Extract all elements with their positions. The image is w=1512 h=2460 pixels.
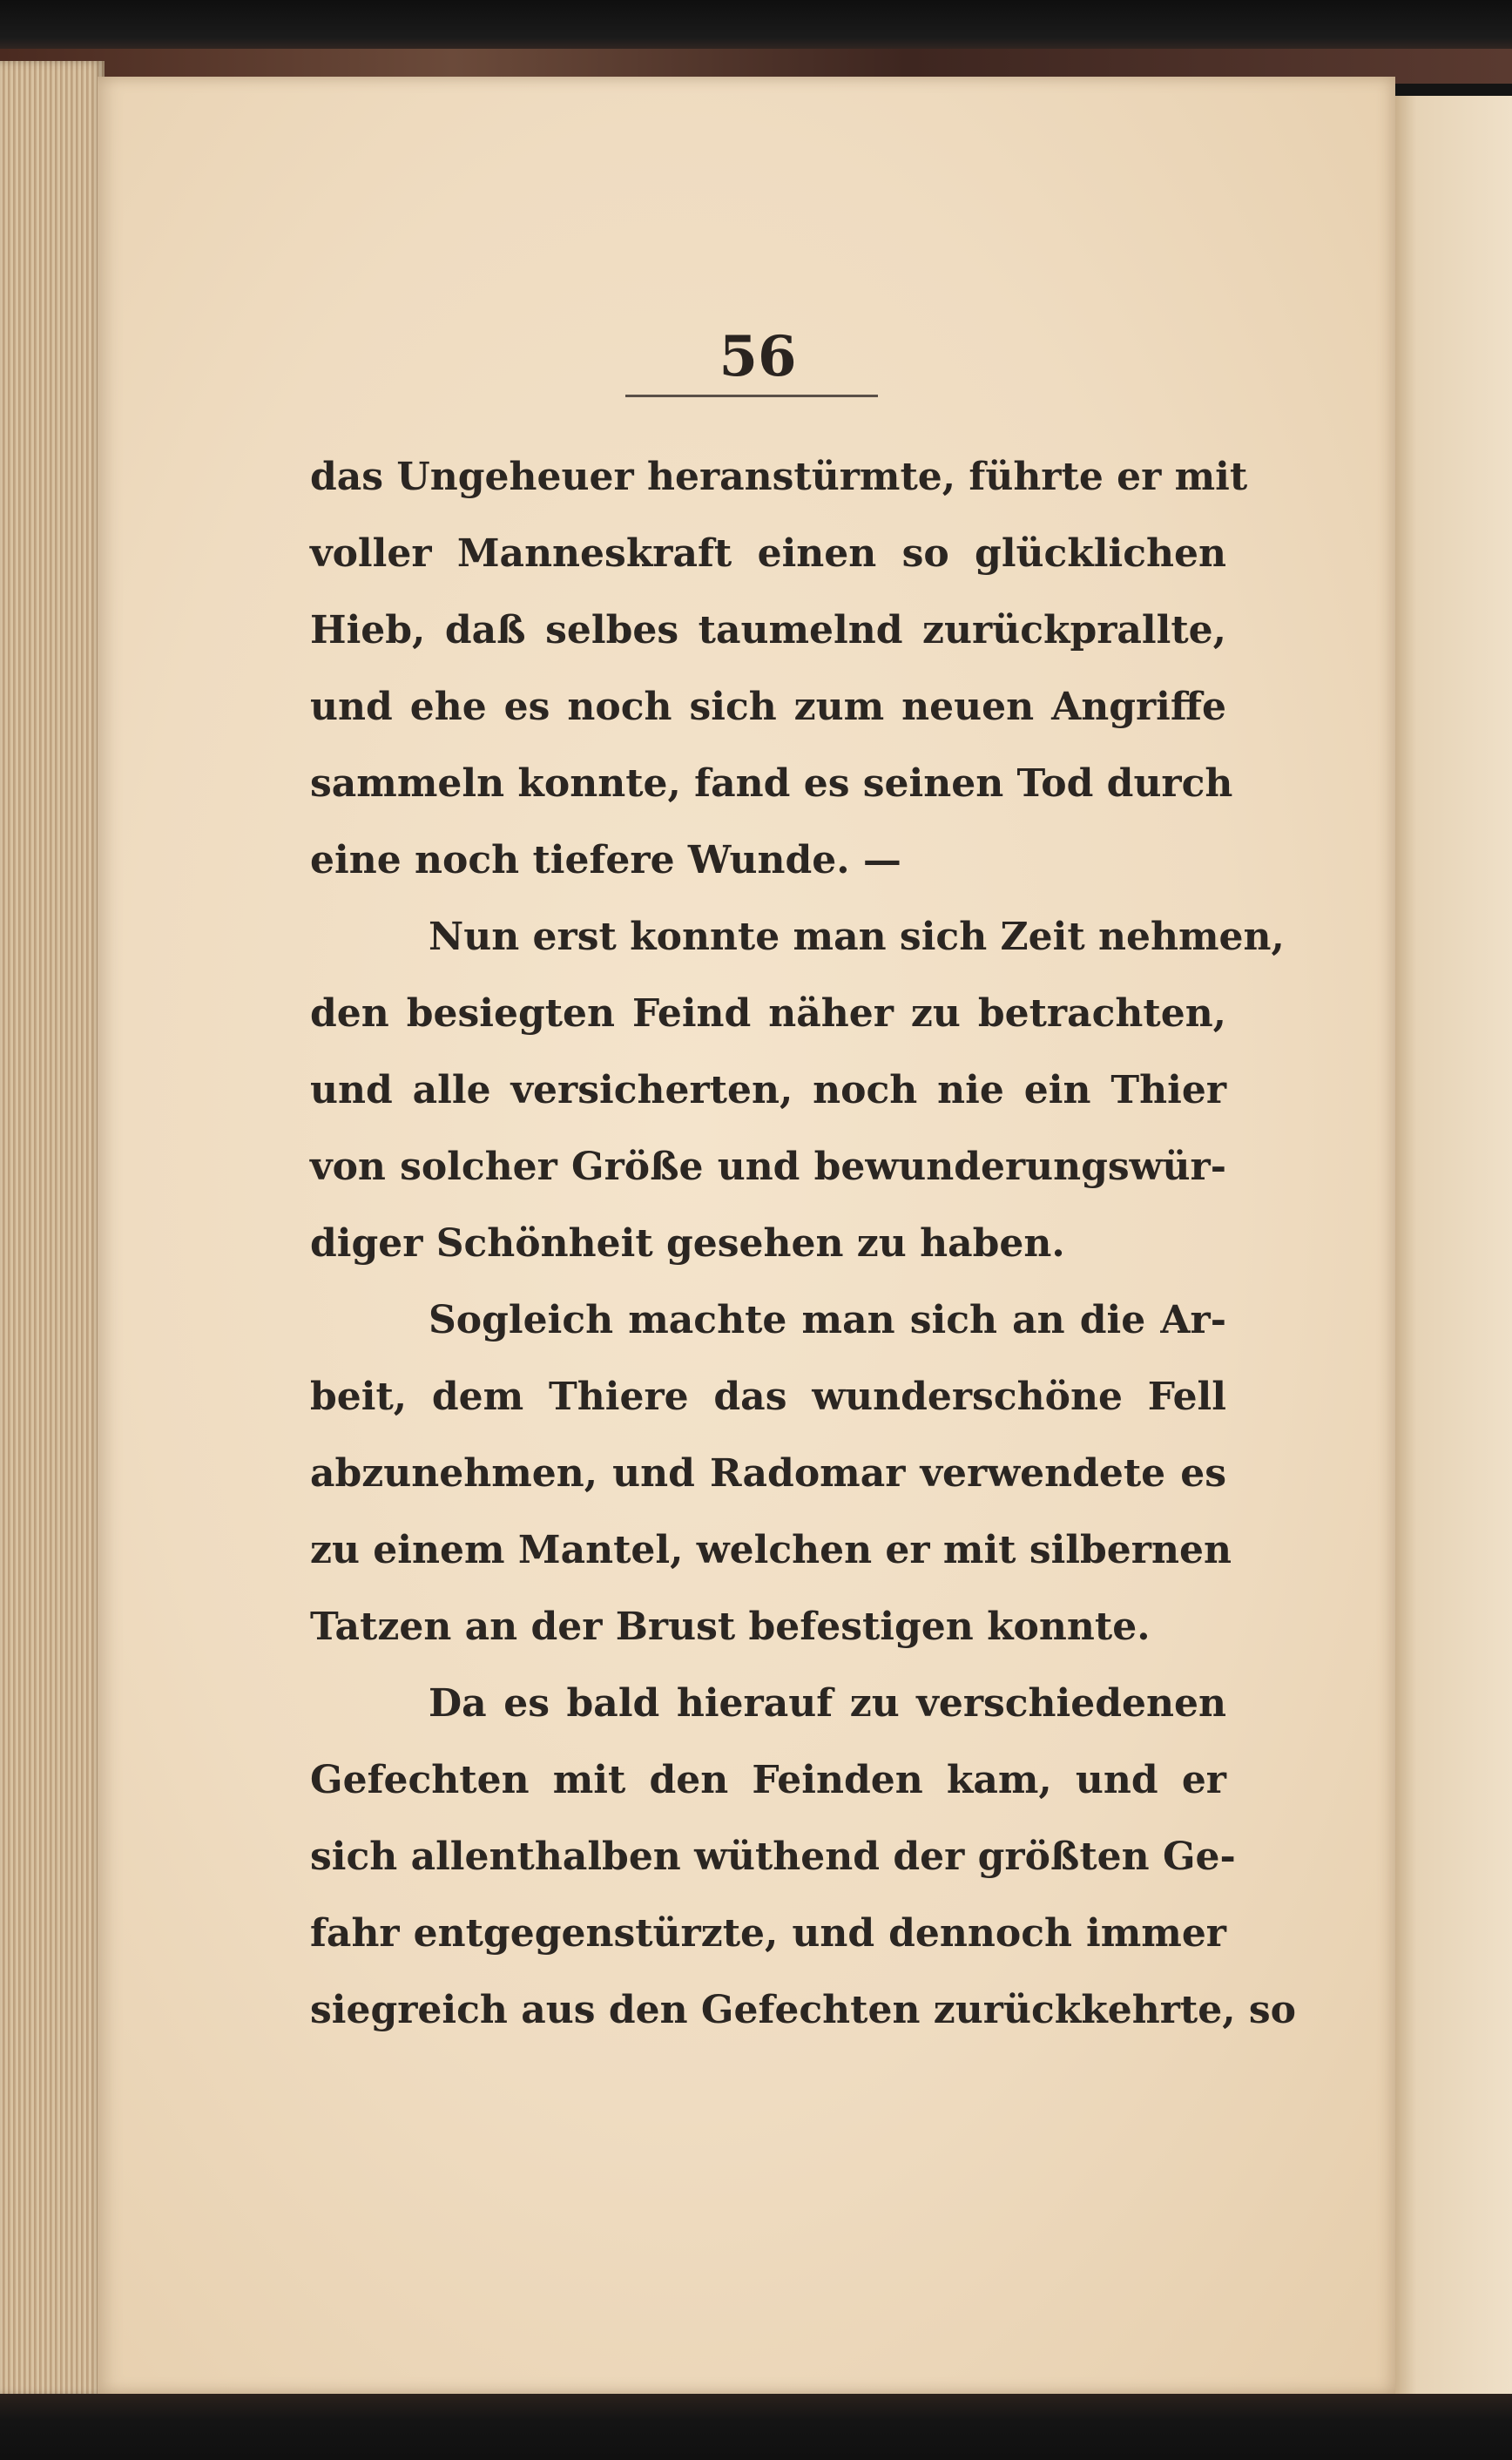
- right-page-edge: [1395, 96, 1512, 2396]
- text-line: Tatzen an der Brust befestigen konnte.: [310, 1605, 1151, 1649]
- text-line: und alle versicherten, noch nie ein Thier: [310, 1068, 1226, 1112]
- text-line: eine noch tiefere Wunde. —: [310, 838, 901, 882]
- page-number: 56: [719, 324, 797, 389]
- text-line: und ehe es noch sich zum neuen Angriffe: [310, 685, 1226, 729]
- text-line: sammeln konnte, fand es seinen Tod durch: [310, 761, 1233, 806]
- header-rule: [625, 395, 878, 397]
- paragraph-start: Da es bald hierauf zu verschiedenen: [429, 1681, 1226, 1726]
- text-line: abzunehmen, und Radomar verwendete es: [310, 1451, 1226, 1496]
- body-text: [310, 439, 1296, 2049]
- paragraph-start: Sogleich machte man sich an die Ar-: [429, 1298, 1226, 1342]
- text-line: fahr entgegenstürzte, und dennoch immer: [310, 1911, 1226, 1956]
- text-line: sich allenthalben wüthend der größten Ge-: [310, 1835, 1236, 1879]
- text-line: beit, dem Thiere das wunderschöne Fell: [310, 1375, 1226, 1419]
- paragraph-start: Nun erst konnte man sich Zeit nehmen,: [429, 915, 1285, 959]
- background-bottom: [0, 2394, 1512, 2460]
- text-line: Hieb, daß selbes taumelnd zurückprallte,: [310, 608, 1226, 652]
- background-top: [0, 0, 1512, 54]
- text-line: zu einem Mantel, welchen er mit silbernen: [310, 1528, 1232, 1572]
- text-line: das Ungeheuer heranstürmte, führte er mit: [310, 455, 1248, 499]
- text-line: den besiegten Feind näher zu betrachten,: [310, 991, 1226, 1036]
- text-line: voller Manneskraft einen so glücklichen: [310, 531, 1226, 576]
- text-line: siegreich aus den Gefechten zurückkehrte, so: [310, 1988, 1296, 2032]
- page-stack-edge: [0, 61, 105, 2396]
- text-line: Gefechten mit den Feinden kam, und er: [310, 1758, 1226, 1802]
- text-line: diger Schönheit gesehen zu haben.: [310, 1221, 1065, 1266]
- text-line: von solcher Größe und bewunderungswür-: [310, 1145, 1226, 1189]
